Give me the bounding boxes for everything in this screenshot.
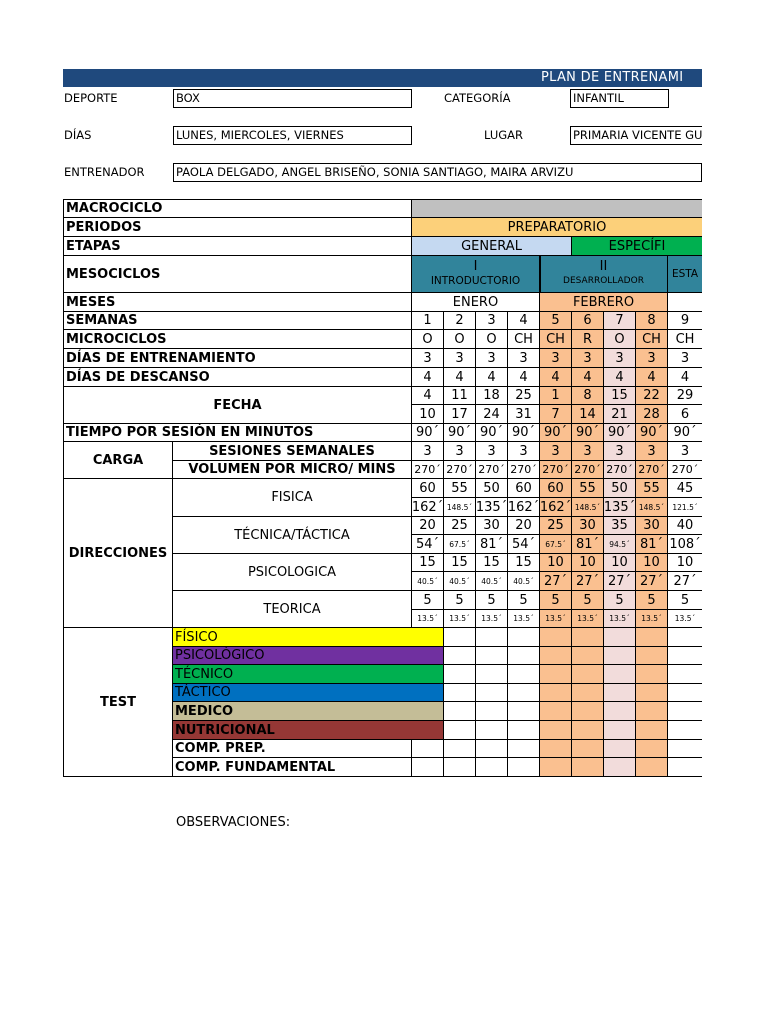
psico-min-cell: 40.5´: [444, 572, 476, 591]
psico-pct-cell: 15: [508, 554, 540, 572]
microciclo-cell: CH: [540, 330, 572, 349]
mesociclo-number: I: [473, 259, 478, 274]
fecha-fin-cell: 31: [508, 405, 540, 424]
tecnica-min-cell: 81´: [636, 535, 668, 554]
semana-cell: 5: [540, 312, 572, 330]
dias-entrenamiento-cell: 3: [508, 349, 540, 368]
test-cell: [444, 684, 476, 702]
fecha-inicio-cell: 15: [604, 387, 636, 405]
test-cell: [668, 665, 702, 684]
fisica-pct-cell: 55: [444, 479, 476, 498]
mesociclo-name: ESTA: [671, 268, 699, 280]
dias-descanso-cell: 4: [636, 368, 668, 387]
categoria-label: CATEGORÍA: [444, 91, 511, 105]
semana-cell: 7: [604, 312, 636, 330]
fisica-pct-cell: 50: [476, 479, 508, 498]
fisica-min-cell: 148.5´: [636, 498, 668, 517]
mesociclo-estabilizador: [668, 256, 702, 293]
mes-enero: ENERO: [412, 293, 540, 312]
fisica-pct-cell: 60: [540, 479, 572, 498]
microciclo-cell: O: [444, 330, 476, 349]
tecnica-min-cell: 54´: [508, 535, 540, 554]
mes-febrero: FEBRERO: [540, 293, 668, 312]
test-cell: [668, 647, 702, 665]
test-cell: [604, 665, 636, 684]
psico-pct-cell: 15: [444, 554, 476, 572]
carga-label: CARGA: [63, 442, 173, 479]
test-cell: [668, 702, 702, 721]
mesociclo-name: INTRODUCTORIO: [430, 275, 521, 287]
microciclo-cell: CH: [508, 330, 540, 349]
fecha-fin-cell: 28: [636, 405, 668, 424]
test-cell: [508, 740, 540, 758]
psico-pct-cell: 15: [476, 554, 508, 572]
test-cell: [572, 702, 604, 721]
teorica-pct-cell: 5: [572, 591, 604, 610]
dias-entrenamiento-cell: 3: [412, 349, 444, 368]
fecha-label: FECHA: [63, 387, 412, 424]
tiempo-cell: 90´: [476, 424, 508, 442]
teorica-pct-cell: 5: [540, 591, 572, 610]
dias-entrenamiento-cell: 3: [476, 349, 508, 368]
tiempo-cell: 90´: [540, 424, 572, 442]
fecha-fin-cell: 6: [668, 405, 702, 424]
semana-cell: 3: [476, 312, 508, 330]
tecnica-pct-cell: 25: [540, 517, 572, 535]
test-cell: [540, 721, 572, 740]
psico-min-cell: 40.5´: [476, 572, 508, 591]
microciclo-cell: CH: [668, 330, 702, 349]
test-7-label: COMP. PREP.: [173, 740, 412, 758]
lugar-field[interactable]: PRIMARIA VICENTE GU: [570, 126, 702, 145]
test-cell: [508, 647, 540, 665]
test-cell: [508, 684, 540, 702]
test-cell: [572, 684, 604, 702]
fecha-fin-cell: 10: [412, 405, 444, 424]
volumen-cell: 270´: [636, 461, 668, 479]
fecha-fin-cell: 14: [572, 405, 604, 424]
semana-cell: 2: [444, 312, 476, 330]
test-cell: [636, 665, 668, 684]
tecnica-pct-cell: 30: [636, 517, 668, 535]
deporte-field[interactable]: BOX: [173, 89, 412, 108]
tecnica-min-cell: 54´: [412, 535, 444, 554]
test-cell: [444, 758, 476, 777]
fisica-pct-cell: 50: [604, 479, 636, 498]
test-label: TEST: [63, 628, 173, 777]
teorica-min-cell: 13.5´: [412, 610, 444, 628]
semana-cell: 4: [508, 312, 540, 330]
page-title: PLAN DE ENTRENAMI: [541, 70, 684, 85]
test-cell: [508, 702, 540, 721]
psico-min-cell: 27´: [636, 572, 668, 591]
test-cell: [540, 628, 572, 647]
periodos-label: PERIODOS: [63, 218, 412, 237]
sesiones-cell: 3: [604, 442, 636, 461]
volumen-cell: 270´: [668, 461, 702, 479]
teorica-min-cell: 13.5´: [636, 610, 668, 628]
psico-pct-cell: 15: [412, 554, 444, 572]
test-cell: [668, 758, 702, 777]
test-8-label: COMP. FUNDAMENTAL: [173, 758, 412, 777]
mes-empty: [668, 293, 702, 312]
sesiones-cell: 3: [508, 442, 540, 461]
direcciones-label: DIRECCIONES: [63, 479, 173, 628]
test-cell: [476, 702, 508, 721]
meses-label: MESES: [63, 293, 412, 312]
test-1-label: FÍSICO: [173, 628, 444, 647]
teorica-pct-cell: 5: [444, 591, 476, 610]
test-cell: [636, 721, 668, 740]
test-cell: [604, 721, 636, 740]
fisica-pct-cell: 55: [636, 479, 668, 498]
etapas-label: ETAPAS: [63, 237, 412, 256]
fecha-fin-cell: 24: [476, 405, 508, 424]
tiempo-cell: 90´: [412, 424, 444, 442]
test-cell: [444, 647, 476, 665]
dias-descanso-cell: 4: [412, 368, 444, 387]
teorica-min-cell: 13.5´: [604, 610, 636, 628]
fecha-fin-cell: 17: [444, 405, 476, 424]
teorica-min-cell: 13.5´: [572, 610, 604, 628]
test-cell: [604, 702, 636, 721]
fecha-fin-cell: 7: [540, 405, 572, 424]
test-cell: [636, 740, 668, 758]
fecha-fin-cell: 21: [604, 405, 636, 424]
test-3-label: TÉCNICO: [173, 665, 444, 684]
test-cell: [668, 740, 702, 758]
fisica-min-cell: 162´: [540, 498, 572, 517]
microciclo-cell: O: [412, 330, 444, 349]
dias-entrenamiento-cell: 3: [444, 349, 476, 368]
teorica-min-cell: 13.5´: [476, 610, 508, 628]
tecnica-min-cell: 94.5´: [604, 535, 636, 554]
psico-min-cell: 27´: [540, 572, 572, 591]
microciclo-cell: O: [476, 330, 508, 349]
entrenador-field[interactable]: PAOLA DELGADO, ANGEL BRISEÑO, SONIA SANTIAGO, MAIRA ARVIZU: [173, 163, 702, 182]
test-cell: [476, 721, 508, 740]
psico-pct-cell: 10: [636, 554, 668, 572]
mesociclo-divider: [539, 256, 541, 293]
sesiones-label: SESIONES SEMANALES: [173, 442, 412, 461]
sesiones-cell: 3: [540, 442, 572, 461]
fisica-pct-cell: 60: [508, 479, 540, 498]
test-2-label: PSICOLÓGICO: [173, 647, 444, 665]
test-cell: [636, 628, 668, 647]
tiempo-cell: 90´: [604, 424, 636, 442]
teorica-min-cell: 13.5´: [540, 610, 572, 628]
test-cell: [508, 665, 540, 684]
fisica-pct-cell: 55: [572, 479, 604, 498]
dias-entrenamiento-cell: 3: [604, 349, 636, 368]
teorica-pct-cell: 5: [668, 591, 702, 610]
mesociclo-desarrollador: [540, 256, 668, 293]
test-cell: [572, 647, 604, 665]
dias-entrenamiento-cell: 3: [668, 349, 702, 368]
psico-pct-cell: 10: [572, 554, 604, 572]
test-cell: [476, 665, 508, 684]
tecnica-tactica-label: TÉCNICA/TÁCTICA: [173, 517, 412, 554]
periodo-preparatorio: PREPARATORIO: [412, 218, 702, 237]
test-cell: [572, 758, 604, 777]
fecha-inicio-cell: 29: [668, 387, 702, 405]
teorica-min-cell: 13.5´: [668, 610, 702, 628]
psico-min-cell: 27´: [604, 572, 636, 591]
dias-entrenamiento-cell: 3: [572, 349, 604, 368]
dias-entrenamiento-cell: 3: [540, 349, 572, 368]
macrociclo-label: MACROCICLO: [63, 199, 412, 218]
test-cell: [572, 628, 604, 647]
fisica-min-cell: 121.5´: [668, 498, 702, 517]
test-cell: [540, 702, 572, 721]
tiempo-cell: 90´: [444, 424, 476, 442]
tecnica-pct-cell: 25: [444, 517, 476, 535]
microciclo-cell: O: [604, 330, 636, 349]
tecnica-min-cell: 81´: [572, 535, 604, 554]
test-cell: [668, 721, 702, 740]
microciclo-cell: CH: [636, 330, 668, 349]
lugar-label: LUGAR: [484, 128, 524, 142]
semana-cell: 1: [412, 312, 444, 330]
mesociclo-introductorio: [412, 256, 540, 293]
test-cell: [604, 740, 636, 758]
sesiones-cell: 3: [636, 442, 668, 461]
test-cell: [572, 665, 604, 684]
test-cell: [540, 647, 572, 665]
test-cell: [444, 740, 476, 758]
psico-min-cell: 40.5´: [412, 572, 444, 591]
tiempo-label: TIEMPO POR SESIÓN EN MINUTOS: [63, 424, 412, 442]
dias-descanso-cell: 4: [604, 368, 636, 387]
dias-label: DÍAS: [64, 128, 92, 142]
observaciones-label: OBSERVACIONES:: [176, 815, 291, 830]
test-cell: [668, 628, 702, 647]
microciclos-label: MICROCICLOS: [63, 330, 412, 349]
fisica-min-cell: 162´: [412, 498, 444, 517]
deporte-label: DEPORTE: [64, 91, 118, 105]
dias-descanso-cell: 4: [572, 368, 604, 387]
dias-descanso-cell: 4: [540, 368, 572, 387]
dias-descanso-cell: 4: [508, 368, 540, 387]
test-cell: [476, 740, 508, 758]
test-cell: [508, 628, 540, 647]
tecnica-pct-cell: 30: [572, 517, 604, 535]
sesiones-cell: 3: [572, 442, 604, 461]
test-4-label: TÁCTICO: [173, 684, 444, 702]
tiempo-cell: 90´: [668, 424, 702, 442]
test-cell: [604, 684, 636, 702]
test-cell: [476, 684, 508, 702]
teorica-min-cell: 13.5´: [508, 610, 540, 628]
sesiones-cell: 3: [668, 442, 702, 461]
fecha-inicio-cell: 1: [540, 387, 572, 405]
dias-descanso-label: DÍAS DE DESCANSO: [63, 368, 412, 387]
test-cell: [636, 758, 668, 777]
psico-pct-cell: 10: [604, 554, 636, 572]
volumen-cell: 270´: [476, 461, 508, 479]
tecnica-min-cell: 67.5´: [540, 535, 572, 554]
fecha-inicio-cell: 25: [508, 387, 540, 405]
tecnica-min-cell: 67.5´: [444, 535, 476, 554]
semanas-label: SEMANAS: [63, 312, 412, 330]
test-cell: [540, 740, 572, 758]
volumen-cell: 270´: [444, 461, 476, 479]
macrociclo-bar: [412, 199, 702, 218]
test-cell: [572, 740, 604, 758]
test-cell: [476, 647, 508, 665]
fisica-min-cell: 148.5´: [572, 498, 604, 517]
fecha-inicio-cell: 22: [636, 387, 668, 405]
psico-pct-cell: 10: [540, 554, 572, 572]
tiempo-cell: 90´: [508, 424, 540, 442]
fecha-inicio-cell: 18: [476, 387, 508, 405]
test-cell: [668, 684, 702, 702]
fisica-min-cell: 148.5´: [444, 498, 476, 517]
psicologica-label: PSICOLOGICA: [173, 554, 412, 591]
sesiones-cell: 3: [412, 442, 444, 461]
test-cell: [604, 647, 636, 665]
volumen-cell: 270´: [540, 461, 572, 479]
volumen-cell: 270´: [412, 461, 444, 479]
test-6-label: NUTRICIONAL: [173, 721, 444, 740]
fisica-pct-cell: 45: [668, 479, 702, 498]
tecnica-min-cell: 108´: [668, 535, 702, 554]
tecnica-min-cell: 81´: [476, 535, 508, 554]
fisica-min-cell: 135´: [604, 498, 636, 517]
test-cell: [444, 628, 476, 647]
teorica-pct-cell: 5: [636, 591, 668, 610]
test-cell: [572, 721, 604, 740]
test-cell: [540, 758, 572, 777]
fecha-inicio-cell: 11: [444, 387, 476, 405]
test-cell: [476, 758, 508, 777]
test-cell: [476, 628, 508, 647]
test-cell: [508, 721, 540, 740]
mesociclos-label: MESOCICLOS: [63, 256, 412, 293]
test-cell: [604, 628, 636, 647]
test-5-label: MEDICO: [173, 702, 444, 721]
sesiones-cell: 3: [444, 442, 476, 461]
test-cell: [444, 702, 476, 721]
test-cell: [636, 647, 668, 665]
test-cell: [636, 684, 668, 702]
volumen-cell: 270´: [604, 461, 636, 479]
fisica-min-cell: 135´: [476, 498, 508, 517]
test-cell: [540, 684, 572, 702]
psico-min-cell: 40.5´: [508, 572, 540, 591]
test-cell: [540, 665, 572, 684]
fisica-label: FISICA: [173, 479, 412, 517]
psico-min-cell: 27´: [572, 572, 604, 591]
test-cell: [636, 702, 668, 721]
tecnica-pct-cell: 20: [508, 517, 540, 535]
teorica-min-cell: 13.5´: [444, 610, 476, 628]
etapa-especifica: ESPECÍFI: [572, 237, 702, 256]
psico-min-cell: 27´: [668, 572, 702, 591]
dias-entrenamiento-cell: 3: [636, 349, 668, 368]
dias-descanso-cell: 4: [476, 368, 508, 387]
fisica-pct-cell: 60: [412, 479, 444, 498]
test-cell: [412, 758, 444, 777]
tiempo-cell: 90´: [636, 424, 668, 442]
sesiones-cell: 3: [476, 442, 508, 461]
entrenador-label: ENTRENADOR: [64, 165, 145, 179]
microciclo-cell: R: [572, 330, 604, 349]
test-cell: [444, 721, 476, 740]
dias-descanso-cell: 4: [444, 368, 476, 387]
tiempo-cell: 90´: [572, 424, 604, 442]
tecnica-pct-cell: 35: [604, 517, 636, 535]
mesociclo-name: DESARROLLADOR: [563, 276, 644, 286]
tecnica-pct-cell: 20: [412, 517, 444, 535]
semana-cell: 9: [668, 312, 702, 330]
test-cell: [444, 665, 476, 684]
teorica-pct-cell: 5: [604, 591, 636, 610]
fisica-min-cell: 162´: [508, 498, 540, 517]
test-cell: [412, 740, 444, 758]
categoria-field[interactable]: INFANTIL: [570, 89, 669, 108]
dias-descanso-cell: 4: [668, 368, 702, 387]
test-cell: [604, 758, 636, 777]
dias-entrenamiento-label: DÍAS DE ENTRENAMIENTO: [63, 349, 412, 368]
semana-cell: 8: [636, 312, 668, 330]
tecnica-pct-cell: 30: [476, 517, 508, 535]
tecnica-pct-cell: 40: [668, 517, 702, 535]
volumen-cell: 270´: [508, 461, 540, 479]
teorica-label: TEORICA: [173, 591, 412, 628]
teorica-pct-cell: 5: [508, 591, 540, 610]
teorica-pct-cell: 5: [412, 591, 444, 610]
dias-field[interactable]: LUNES, MIERCOLES, VIERNES: [173, 126, 412, 145]
test-cell: [508, 758, 540, 777]
teorica-pct-cell: 5: [476, 591, 508, 610]
fecha-inicio-cell: 4: [412, 387, 444, 405]
fecha-inicio-cell: 8: [572, 387, 604, 405]
mesociclo-number: II: [599, 259, 608, 274]
volumen-label: VOLUMEN POR MICRO/ MINS: [173, 461, 412, 479]
semana-cell: 6: [572, 312, 604, 330]
psico-pct-cell: 10: [668, 554, 702, 572]
volumen-cell: 270´: [572, 461, 604, 479]
etapa-general: GENERAL: [412, 237, 572, 256]
